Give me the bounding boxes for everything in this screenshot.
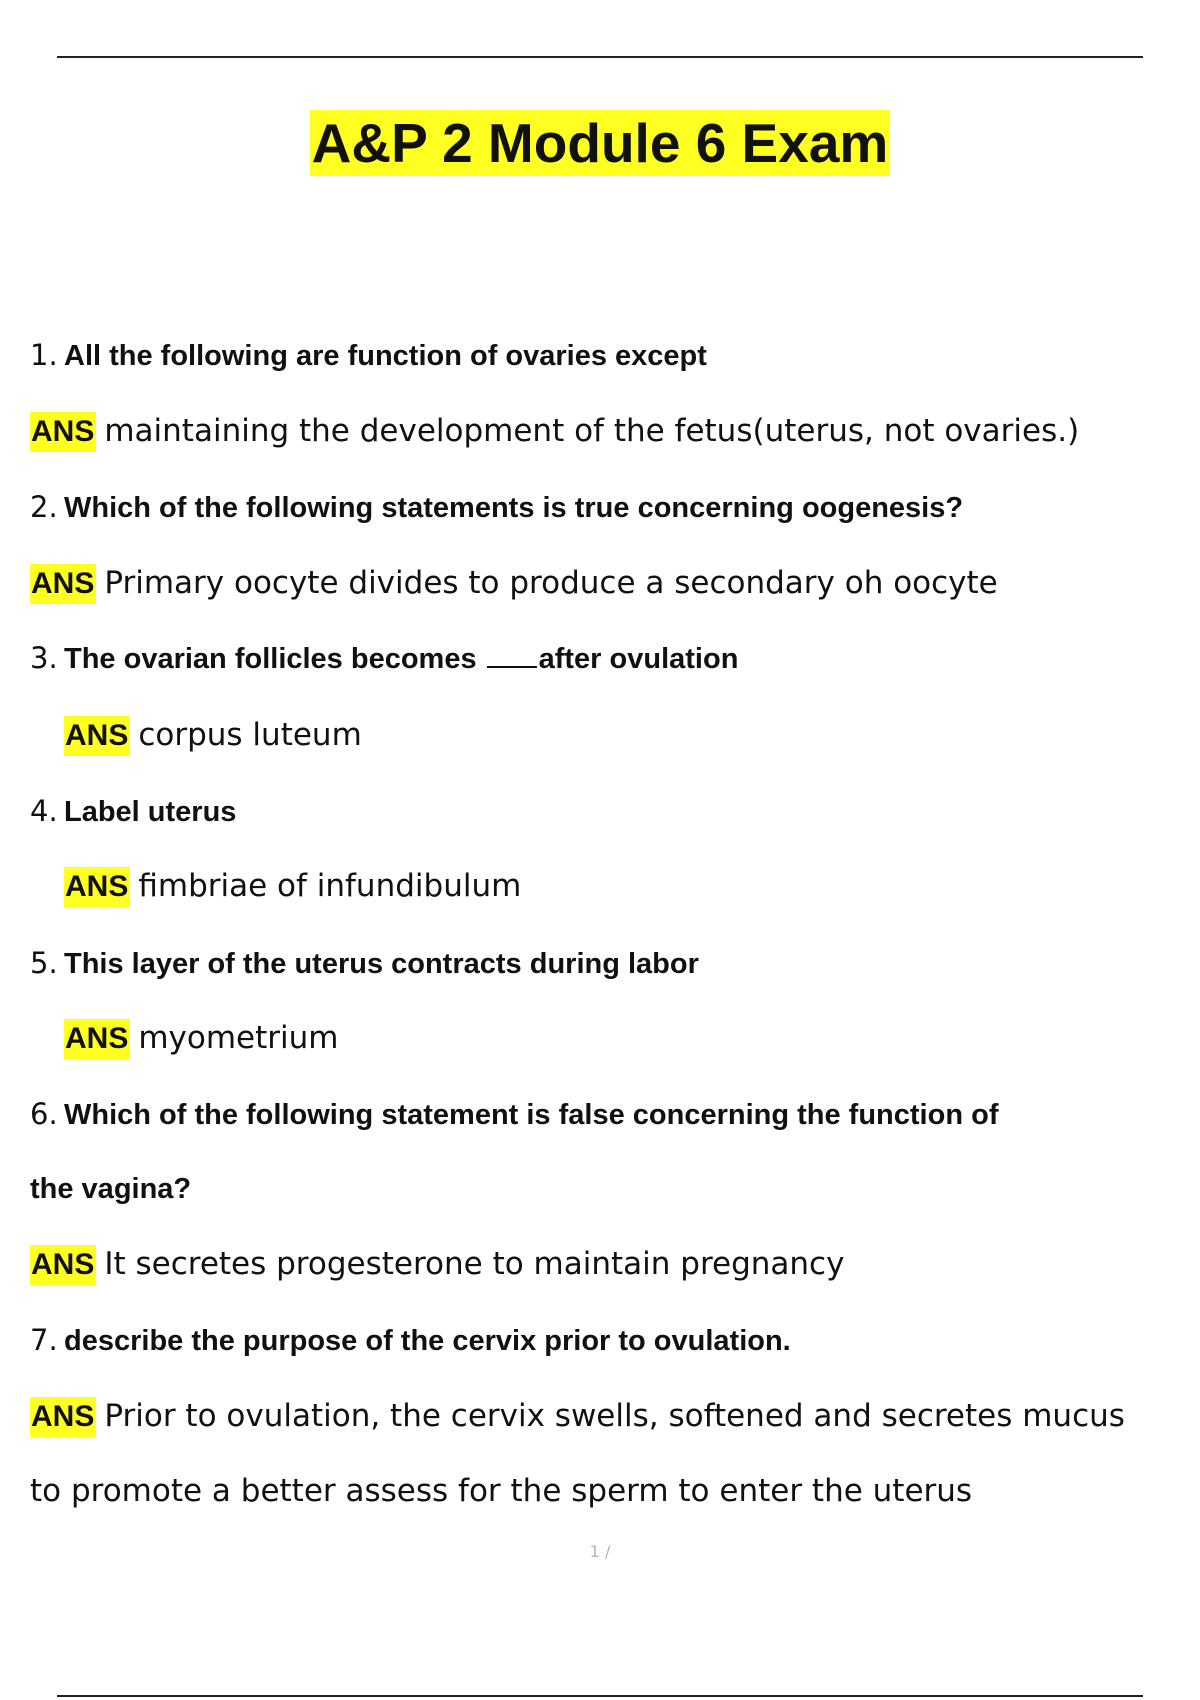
answer-5 — [0, 1018, 1200, 1059]
question-7 — [0, 1320, 1200, 1361]
question-text: Label uterus — [64, 796, 237, 828]
bottom-rule — [57, 1695, 1143, 1697]
ans-label: ANS — [30, 1397, 96, 1437]
answer-text: to promote a better assess for the sperm to enter the uterus — [30, 1473, 973, 1509]
ans-label: ANS — [64, 867, 130, 907]
answer-text: myometrium — [138, 1020, 339, 1056]
question-3 — [0, 638, 1200, 679]
question-text: describe the purpose of the cervix prior to ovulation. — [64, 1325, 791, 1357]
page-number: 1 / — [589, 1542, 611, 1561]
ans-label: ANS — [30, 564, 96, 604]
answer-3 — [0, 715, 1200, 756]
question-number: 1. — [30, 338, 58, 372]
question-1 — [0, 335, 1200, 376]
question-number: 5. — [30, 946, 58, 980]
ans-label: ANS — [64, 1019, 130, 1059]
question-number: 2. — [30, 490, 58, 524]
answer-text: Prior to ovulation, the cervix swells, softened and secretes mucus — [104, 1398, 1125, 1434]
title-block — [0, 110, 1200, 176]
question-6-continued — [0, 1169, 1200, 1209]
question-2 — [0, 487, 1200, 528]
question-5 — [0, 943, 1200, 984]
question-6 — [0, 1094, 1200, 1135]
answer-7 — [0, 1396, 1200, 1437]
answer-6 — [0, 1244, 1200, 1285]
answer-2 — [0, 563, 1200, 604]
ans-label: ANS — [30, 412, 96, 452]
question-number: 6. — [30, 1097, 58, 1131]
question-number: 7. — [30, 1323, 58, 1357]
question-text: All the following are function of ovaries except — [64, 340, 707, 372]
ans-label: ANS — [64, 716, 130, 756]
top-rule — [57, 56, 1143, 58]
answer-4 — [0, 866, 1200, 907]
answer-7-continued — [0, 1471, 1200, 1511]
question-4 — [0, 791, 1200, 832]
answer-text: corpus luteum — [138, 717, 362, 753]
answer-1 — [0, 411, 1200, 452]
question-text: the vagina? — [30, 1173, 192, 1205]
question-text-continued: after ovulation — [538, 643, 739, 675]
answer-text: Primary oocyte divides to produce a secondary oh oocyte — [104, 565, 998, 601]
question-number: 3. — [30, 641, 58, 675]
document-title: A&P 2 Module 6 Exam — [311, 112, 889, 174]
question-text: This layer of the uterus contracts during labor — [64, 948, 699, 980]
fill-in-blank — [487, 644, 537, 668]
answer-text: It secretes progesterone to maintain pregnancy — [104, 1246, 845, 1282]
question-text: The ovarian follicles becomes — [64, 643, 477, 675]
question-number: 4. — [30, 794, 58, 828]
question-text: Which of the following statement is false concerning the function of — [64, 1099, 999, 1131]
answer-text: fimbriae of infundibulum — [138, 868, 522, 904]
ans-label: ANS — [30, 1245, 96, 1285]
answer-text: maintaining the development of the fetus(uterus, not ovaries.) — [104, 413, 1080, 449]
question-text: Which of the following statements is true concerning oogenesis? — [64, 492, 964, 524]
